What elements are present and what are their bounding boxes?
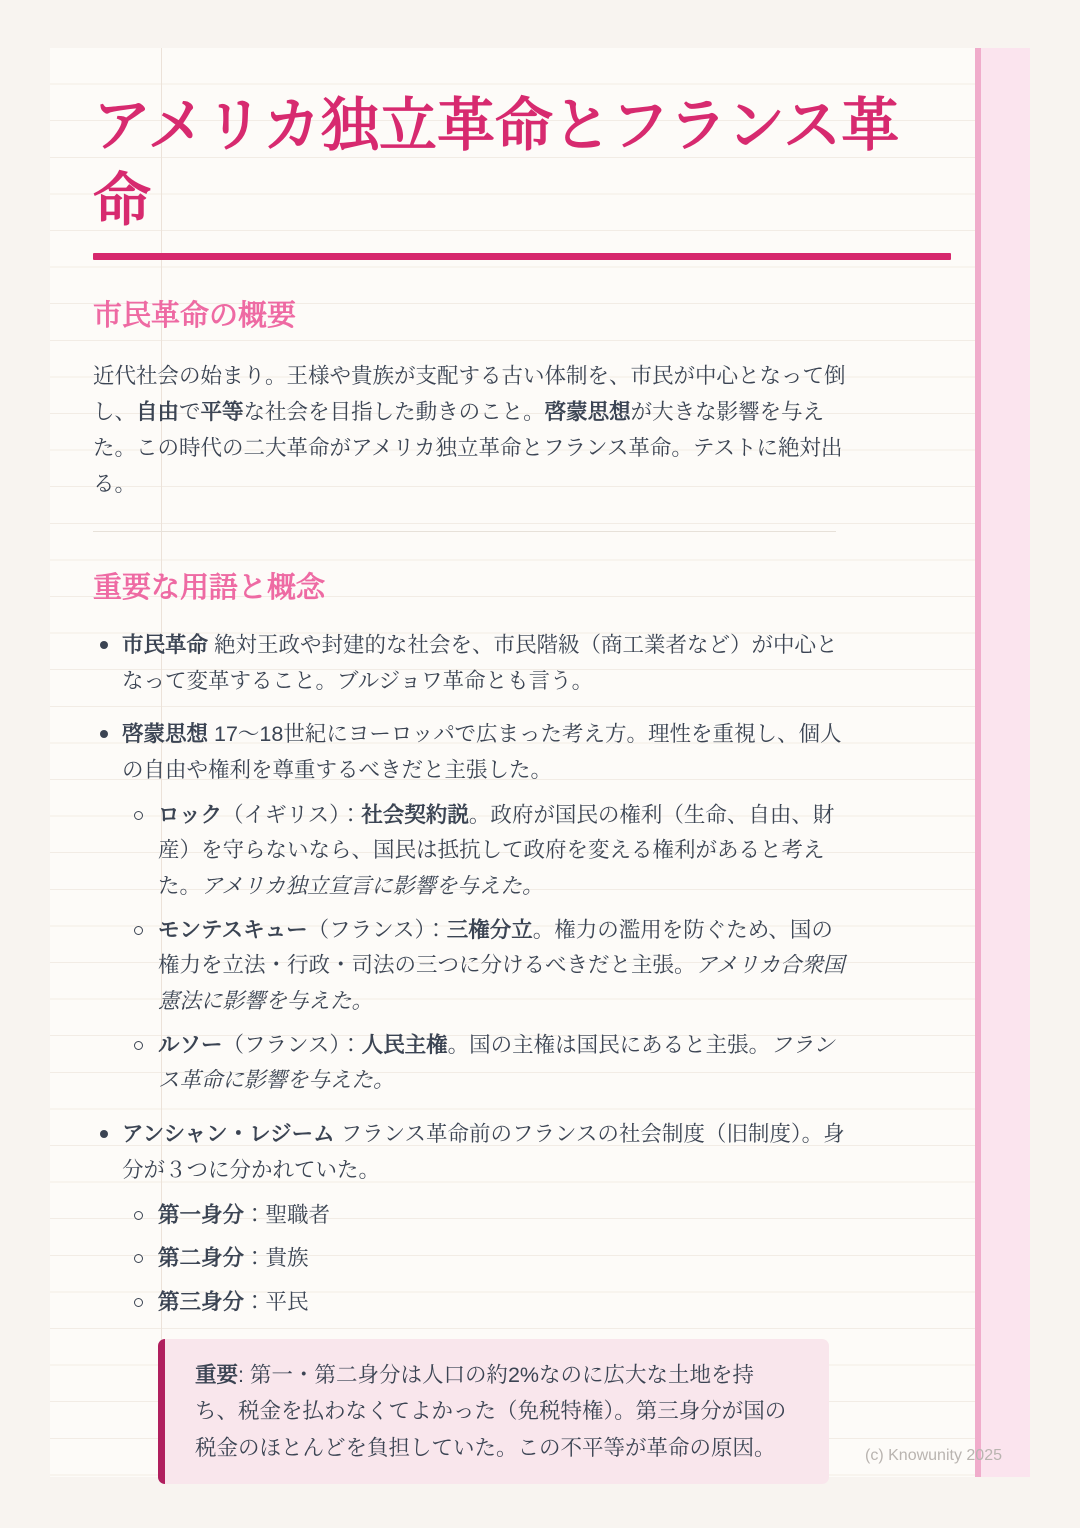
list-item-text: 第三身分：平民 <box>158 1289 309 1314</box>
bullet-circle-icon <box>134 926 143 935</box>
callout-text: 重要: 第一・第二身分は人口の約2%なのに広大な土地を持ち、税金を払わなくてよかった（免税特権）。第三身分が国の税金のほとんどを負担していた。この不平等が革命の原因。 <box>195 1362 787 1460</box>
list-item-civic-revolution <box>93 628 853 699</box>
list-item-enlightenment <box>93 717 853 1099</box>
bullet-circle-icon <box>134 1041 143 1050</box>
thinkers-list <box>122 798 847 1100</box>
section-heading-terms: 重要な用語と概念 <box>93 572 326 605</box>
page-title: アメリカ独立革命とフランス革命 <box>93 93 900 234</box>
note-sheet <box>50 48 1030 1477</box>
bullet-circle-icon <box>134 1298 143 1307</box>
list-item-text: モンテスキュー（フランス）：三権分立。権力の濫用を防ぐため、国の権力を立法・行政・司法の三つに分けるべきだと主張。アメリカ合衆国憲法に影響を与えた。 <box>158 917 845 1014</box>
overview-paragraph: 近代社会の始まり。王様や貴族が支配する古い体制を、市民が中心となって倒し、自由で平等な社会を目指した動きのこと。啓蒙思想が大きな影響を与えた。この時代の二大革命がアメリカ独立革命とフランス革命。テストに絶対出る。 <box>93 364 846 496</box>
decorative-right-stripe <box>975 48 1030 1477</box>
estates-list <box>122 1198 847 1321</box>
bullet-dot-icon <box>100 1130 108 1138</box>
list-item-text: ロック（イギリス）：社会契約説。政府が国民の権利（生命、自由、財産）を守らないなら、国民は抵抗して政府を変える権利があると考えた。アメリカ独立宣言に影響を与えた。 <box>158 802 835 899</box>
list-item-locke <box>122 798 847 905</box>
title-underline <box>93 253 951 260</box>
bullet-dot-icon <box>100 730 108 738</box>
section-divider <box>93 531 836 532</box>
list-item-text: ルソー（フランス）：人民主権。国の主権は国民にあると主張。フランス革命に影響を与えた。 <box>158 1032 835 1093</box>
list-item-text: 第二身分：貴族 <box>158 1246 309 1271</box>
copyright-footer: (c) Knowunity 2025 <box>865 1447 1002 1464</box>
list-item-second-estate <box>122 1241 847 1277</box>
bullet-circle-icon <box>134 1211 143 1220</box>
list-item-montesquieu <box>122 913 847 1020</box>
list-item-text: 啓蒙思想 17〜18世紀にヨーロッパで広まった考え方。理性を重視し、個人の自由や権利を尊重するべきだと主張した。 <box>122 722 842 782</box>
list-item-first-estate <box>122 1198 847 1234</box>
bullet-circle-icon <box>134 1254 143 1263</box>
list-item-text: アンシャン・レジーム フランス革命前のフランスの社会制度（旧制度）。身分が３つに分かれていた。 <box>122 1122 845 1182</box>
list-item-text: 市民革命 絶対王政や封建的な社会を、市民階級（商工業者など）が中心となって変革すること。ブルジョワ革命とも言う。 <box>122 632 838 693</box>
important-callout <box>158 1339 829 1485</box>
terms-list <box>93 628 853 1321</box>
section-heading-overview: 市民革命の概要 <box>93 299 297 332</box>
list-item-text: 第一身分：聖職者 <box>158 1202 331 1227</box>
list-item-rousseau <box>122 1028 847 1099</box>
list-item-ancien-regime <box>93 1117 853 1320</box>
bullet-circle-icon <box>134 811 143 820</box>
bullet-dot-icon <box>100 641 108 649</box>
note-content <box>50 48 951 1484</box>
list-item-third-estate <box>122 1285 847 1321</box>
